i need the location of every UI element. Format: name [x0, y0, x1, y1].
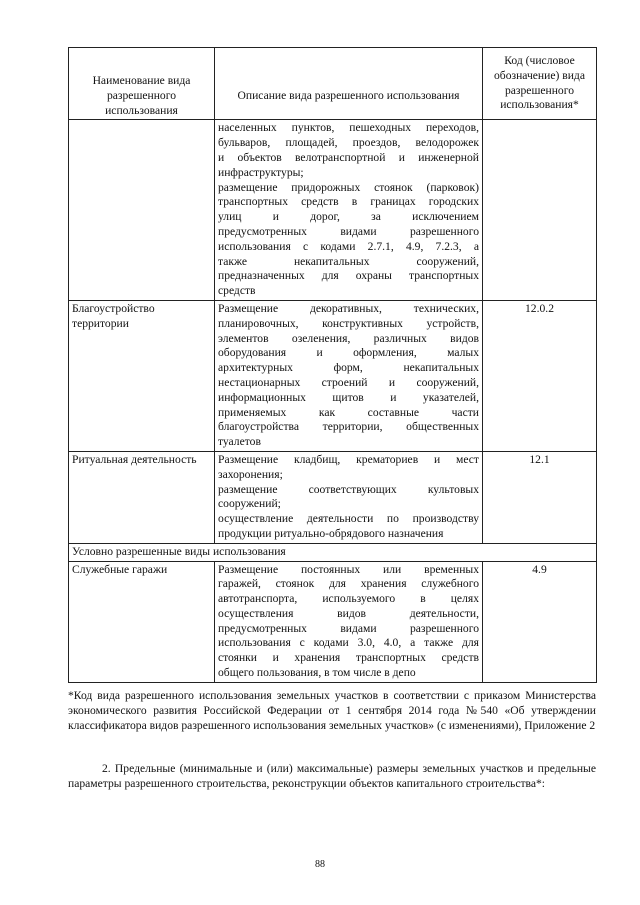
description-line: сооружений;: [218, 497, 281, 511]
description-line: населенных пунктов, пешеходных переходов,: [218, 121, 479, 135]
section-row: [69, 543, 597, 561]
description-line: нестационарных строений и сооружений,: [218, 375, 479, 389]
table-row: [69, 451, 597, 543]
description-line: предусмотренных видами разрешенного: [218, 224, 479, 238]
description-line: Размещение кладбищ, крематориев и мест: [218, 452, 479, 466]
description-line: и объектов велотранспортной и инженерной: [218, 150, 479, 164]
description-line: элементов озеленения, различных видов: [218, 331, 479, 345]
use-name: Служебные гаражи: [69, 561, 215, 682]
description-line: оборудования и оформления, малых: [218, 346, 479, 360]
description-line: захоронения;: [218, 467, 283, 481]
paragraph-text: 2. Предельные (минимальные и (или) максимальные) размеры земельных участков и предельные параметры разрешенного строительства, реконструкции объектов капитального строительства*:: [68, 762, 596, 790]
footnote: *Код вида разрешенного использования земельных участков в соответствии с приказом Министерства экономического развития Российской Федерации от 1 сентября 2014 года №540 «Об утверждении классификатора видов разрешенного использования земельных участков» (с изменениями), Приложение 2: [68, 689, 596, 732]
use-code: 12.1: [483, 451, 597, 543]
use-code: [483, 120, 597, 301]
description-line: бульваров, площадей, проездов, велодорожек: [218, 136, 479, 150]
description-line: Размещение декоративных, технических,: [218, 301, 479, 315]
table-header-row: [69, 48, 597, 120]
description-line: стоянки и хранения транспортных средств: [218, 651, 479, 665]
description-line: улиц и дорог, за исключением: [218, 210, 479, 224]
use-code: 4.9: [483, 561, 597, 682]
table-row: [69, 561, 597, 682]
description-line: осуществления видов деятельности,: [218, 606, 479, 620]
page-number: 88: [315, 859, 325, 870]
section-title: Условно разрешенные виды использования: [69, 543, 597, 561]
table-row: [69, 300, 597, 451]
use-name: Благоустройство территории: [69, 300, 215, 451]
description-line: транспортных средств в границах городских: [218, 195, 479, 209]
description-line: использования с кодами 3.0, 4.0, а также для: [218, 636, 479, 650]
description-line: осуществление деятельности по производству: [218, 512, 479, 526]
description-line: размещение соответствующих культовых: [218, 482, 479, 496]
description-line: туалетов: [218, 435, 261, 449]
description-line: предусмотренных видами разрешенного: [218, 621, 479, 635]
use-code: 12.0.2: [483, 300, 597, 451]
description-line: благоустройства территории, общественных: [218, 420, 479, 434]
use-description: [215, 120, 483, 301]
description-line: средств: [218, 284, 256, 298]
header-description: Описание вида разрешенного использования: [215, 48, 483, 120]
description-line: использования с кодами 2.7.1, 4.9, 7.2.3, а: [218, 239, 479, 253]
section-paragraph: [68, 761, 596, 791]
description-line: размещение придорожных стоянок (парковок): [218, 180, 479, 194]
description-line: планировочных, конструктивных устройств,: [218, 316, 479, 330]
description-line: архитектурных форм, некапитальных: [218, 361, 479, 375]
use-description: [215, 451, 483, 543]
use-name: Ритуальная деятельность: [69, 451, 215, 543]
use-description: [215, 300, 483, 451]
description-line: общего пользования, в том числе в депо: [218, 666, 416, 680]
description-line: гаражей, стоянок для хранения служебного: [218, 577, 479, 591]
description-line: продукции ритуально-обрядового назначения: [218, 526, 444, 540]
description-line: применяемых как составные части: [218, 405, 479, 419]
use-name: [69, 120, 215, 301]
header-code: Код (числовое обозначение) вида разрешенного использования*: [483, 48, 597, 120]
description-line: также некапитальных сооружений,: [218, 254, 479, 268]
table-row: [69, 120, 597, 301]
description-line: инфраструктуры;: [218, 165, 304, 179]
use-description: [215, 561, 483, 682]
description-line: Размещение постоянных или временных: [218, 562, 479, 576]
description-line: предназначенных для охраны транспортных: [218, 269, 479, 283]
description-line: информационных щитов и указателей,: [218, 390, 479, 404]
header-name: Наименование вида разрешенного использования: [69, 48, 215, 120]
land-use-table: [68, 47, 597, 683]
description-line: автотранспорта, используемого в целях: [218, 592, 479, 606]
